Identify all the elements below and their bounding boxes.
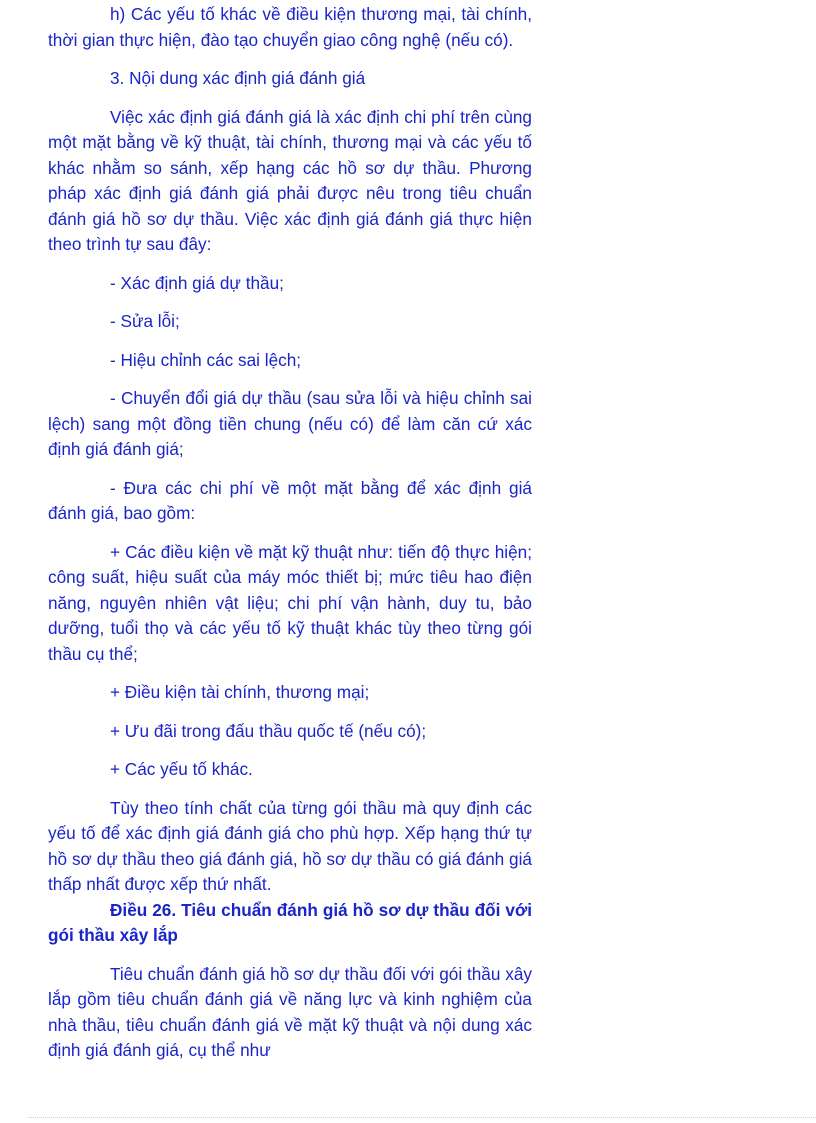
sub-item-other-factors: + Các yếu tố khác. bbox=[110, 759, 253, 779]
article-heading: Điều 26. Tiêu chuẩn đánh giá hồ sơ dự thầu đối với gói thầu xây lắp bbox=[48, 899, 532, 945]
sub-item-financial-conditions: + Điều kiện tài chính, thương mại; bbox=[110, 682, 370, 702]
paragraph-evaluation-price: Việc xác định giá đánh giá là xác định chi phí trên cùng một mặt bằng về kỹ thuật, tài chính, thương mại và các yếu tố khác nhằm so sánh, xếp hạng các hồ sơ dự thầu. Phương pháp xác định giá đánh giá phải được nêu trong tiêu chuẩn đánh giá hồ sơ dự thầu. Việc xác định giá đánh giá thực hiện theo trình tự sau đây: bbox=[48, 106, 532, 254]
section-title-evaluation-price: 3. Nội dung xác định giá đánh giá bbox=[110, 68, 366, 88]
paragraph-article-26: Tiêu chuẩn đánh giá hồ sơ dự thầu đối với gói thầu xây lắp gồm tiêu chuẩn đánh giá về năng lực và kinh nghiệm của nhà thầu, tiêu chuẩn đánh giá về mặt kỹ thuật và nội dung xác định giá đánh giá, cụ thể như bbox=[48, 963, 532, 1060]
document-page bbox=[48, 0, 532, 1064]
paragraph-ranking: Tùy theo tính chất của từng gói thầu mà quy định các yếu tố để xác định giá đánh giá cho phù hợp. Xếp hạng thứ tự hồ sơ dự thầu theo giá đánh giá, hồ sơ dự thầu có giá đánh giá thấp nhất được xếp thứ nhất. bbox=[48, 797, 532, 894]
list-item-currency-conversion: - Chuyển đổi giá dự thầu (sau sửa lỗi và hiệu chỉnh sai lệch) sang một đồng tiền chung (nếu có) để làm căn cứ xác định giá đánh giá; bbox=[48, 388, 532, 459]
list-item-fix-errors: - Sửa lỗi; bbox=[110, 311, 180, 331]
list-item-adjust-deviations: - Hiệu chỉnh các sai lệch; bbox=[110, 349, 302, 370]
sub-item-technical-conditions: + Các điều kiện về mặt kỹ thuật như: tiến độ thực hiện; công suất, hiệu suất của máy móc thiết bị; mức tiêu hao điện năng, nguyên nhiên vật liệu; chi phí vận hành, duy tu, bảo dưỡng, tuổi thọ và các yếu tố kỹ thuật khác tùy theo từng gói thầu cụ thể; bbox=[48, 541, 532, 664]
list-item-common-basis: - Đưa các chi phí về một mặt bằng để xác định giá đánh giá, bao gồm: bbox=[48, 477, 532, 523]
list-item-bid-price: - Xác định giá dự thầu; bbox=[110, 272, 284, 293]
paragraph-item-h: h) Các yếu tố khác về điều kiện thương mại, tài chính, thời gian thực hiện, đào tạo chuyển giao công nghệ (nếu có). bbox=[48, 4, 532, 50]
page-bottom-divider bbox=[28, 1117, 816, 1118]
sub-item-international-preference: + Ưu đãi trong đấu thầu quốc tế (nếu có); bbox=[110, 720, 427, 741]
